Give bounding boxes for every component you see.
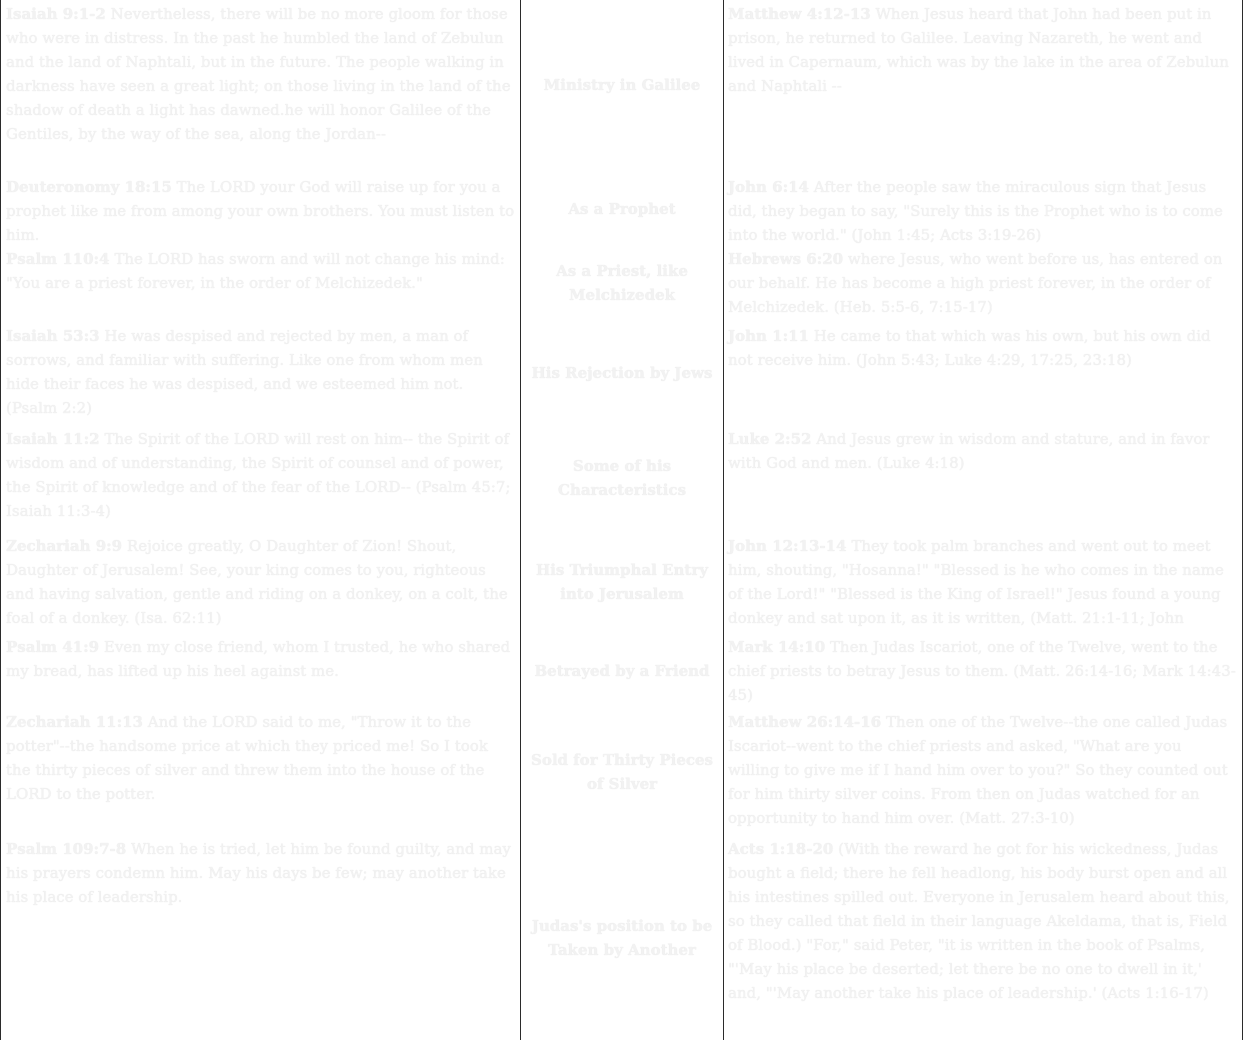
theme-cell bbox=[522, 425, 722, 530]
old-testament-reference: Psalm 110:4 bbox=[6, 250, 110, 268]
new-testament-cell bbox=[725, 0, 1241, 170]
new-testament-text: (With the reward he got for his wickedness, Judas bought a field; there he fell headlong, his body burst open and all his intestines spilled out. Everyone in Jerusalem heard about this, so they called that field in their language Akeldama, that is, Field of Blood.) "For," said Peter, "it is written in the book of Psalms, "'May his place be deserted; let there be no one to dwell in it,' and, "'May another take his place of leadership.' (Acts 1:16-17) bbox=[728, 840, 1230, 1002]
new-testament-cell bbox=[725, 173, 1241, 245]
old-testament-cell bbox=[2, 425, 519, 530]
old-testament-text: The Spirit of the LORD will rest on him-- the Spirit of wisdom and of understanding, the Spirit of counsel and of power, the Spirit of knowledge and of the fear of the LORD-- (Psalm 45:7; Isaiah 11:3-4) bbox=[6, 430, 511, 520]
new-testament-reference: Acts 1:18-20 bbox=[728, 840, 834, 858]
old-testament-cell bbox=[2, 173, 519, 245]
old-testament-reference: Isaiah 53:3 bbox=[6, 327, 100, 345]
table-row bbox=[0, 835, 1244, 1040]
new-testament-cell bbox=[725, 322, 1241, 424]
new-testament-cell bbox=[725, 532, 1241, 632]
theme-label: Judas's position to be Taken by Another bbox=[531, 916, 713, 959]
new-testament-reference: John 6:14 bbox=[728, 178, 809, 196]
new-testament-reference: John 1:11 bbox=[728, 327, 809, 345]
new-testament-text: Then Judas Iscariot, one of the Twelve, went to the chief priests to betray Jesus to them. (Matt. 26:14-16; Mark 14:43-45) bbox=[728, 638, 1236, 704]
theme-cell bbox=[522, 245, 722, 320]
new-testament-cell bbox=[725, 245, 1241, 320]
old-testament-reference: Deuteronomy 18:15 bbox=[6, 178, 172, 196]
theme-label: His Rejection by Jews bbox=[531, 364, 713, 382]
theme-cell bbox=[522, 0, 722, 170]
old-testament-text: The LORD your God will raise up for you a prophet like me from among your own brothers. You must listen to him. bbox=[6, 178, 515, 244]
old-testament-cell bbox=[2, 633, 519, 708]
old-testament-reference: Isaiah 11:2 bbox=[6, 430, 100, 448]
theme-cell bbox=[522, 708, 722, 835]
new-testament-cell bbox=[725, 633, 1241, 708]
new-testament-text: where Jesus, who went before us, has entered on our behalf. He has become a high priest forever, in the order of Melchizedek. (Heb. 5:5-6, 7:15-17) bbox=[728, 250, 1223, 316]
old-testament-cell bbox=[2, 245, 519, 320]
new-testament-text: When Jesus heard that John had been put in prison, he returned to Galilee. Leaving Nazareth, he went and lived in Capernaum, which was by the lake in the area of Zebulun and Naphtali -- bbox=[728, 5, 1229, 95]
theme-label: Sold for Thirty Pieces of Silver bbox=[530, 750, 713, 793]
new-testament-text: He came to that which was his own, but his own did not receive him. (John 5:43; Luke 4:29, 17:25, 23:18) bbox=[728, 327, 1211, 369]
new-testament-text: And Jesus grew in wisdom and stature, and in favor with God and men. (Luke 4:18) bbox=[728, 430, 1210, 472]
new-testament-text: They took palm branches and went out to meet him, shouting, "Hosanna!" "Blessed is he who comes in the name of the Lord!" "Blessed is the King of Israel!" Jesus found a young donkey and sat upon it, as it is written, (Matt. 21:1-11; John bbox=[728, 537, 1224, 627]
old-testament-text: Rejoice greatly, O Daughter of Zion! Shout, Daughter of Jerusalem! See, your king comes to you, righteous and having salvation, gentle and riding on a donkey, on a colt, the foal of a donkey. (Isa. 62:11) bbox=[6, 537, 508, 627]
theme-label: Some of his Characteristics bbox=[557, 456, 687, 499]
theme-cell bbox=[522, 532, 722, 632]
new-testament-reference: John 12:13-14 bbox=[728, 537, 847, 555]
new-testament-cell bbox=[725, 425, 1241, 530]
new-testament-reference: Luke 2:52 bbox=[728, 430, 812, 448]
old-testament-reference: Zechariah 11:13 bbox=[6, 713, 143, 731]
new-testament-reference: Matthew 4:12-13 bbox=[728, 5, 871, 23]
old-testament-text: The LORD has sworn and will not change his mind: "You are a priest forever, in the order of Melchizedek." bbox=[6, 250, 505, 292]
new-testament-reference: Hebrews 6:20 bbox=[728, 250, 844, 268]
old-testament-cell bbox=[2, 0, 519, 170]
table-row bbox=[0, 173, 1244, 245]
new-testament-text: After the people saw the miraculous sign that Jesus did, they began to say, "Surely this is the Prophet who is to come into the world." (John 1:45; Acts 3:19-26) bbox=[728, 178, 1223, 244]
theme-label: His Triumphal Entry into Jerusalem bbox=[536, 561, 708, 603]
new-testament-reference: Matthew 26:14-16 bbox=[728, 713, 882, 731]
table-row bbox=[0, 532, 1244, 632]
theme-cell bbox=[522, 173, 722, 245]
theme-cell bbox=[522, 633, 722, 708]
old-testament-reference: Psalm 109:7-8 bbox=[6, 840, 127, 858]
table-row bbox=[0, 322, 1244, 424]
theme-cell bbox=[522, 322, 722, 424]
new-testament-reference: Mark 14:10 bbox=[728, 638, 826, 656]
old-testament-reference: Psalm 41:9 bbox=[6, 638, 100, 656]
theme-label: As a Priest, like Melchizedek bbox=[556, 261, 688, 304]
old-testament-cell bbox=[2, 708, 519, 835]
old-testament-text: He was despised and rejected by men, a man of sorrows, and familiar with suffering. Like one from whom men hide their faces he was despised, and we esteemed him not. (Psalm 2:2) bbox=[6, 327, 483, 417]
table-row bbox=[0, 0, 1244, 170]
new-testament-text: Then one of the Twelve--the one called Judas Iscariot--went to the chief priests and asked, "What are you willing to give me if I hand him over to you?" So they counted out for him thirty silver coins. From then on Judas watched for an opportunity to hand him over. (Matt. 27:3-10) bbox=[728, 713, 1228, 827]
old-testament-reference: Isaiah 9:1-2 bbox=[6, 5, 106, 23]
theme-label: Betrayed by a Friend bbox=[534, 661, 710, 680]
table-row bbox=[0, 708, 1244, 835]
theme-label: Ministry in Galilee bbox=[543, 76, 701, 94]
new-testament-cell bbox=[725, 835, 1241, 1040]
theme-label: As a Prophet bbox=[568, 200, 676, 218]
old-testament-cell bbox=[2, 835, 519, 1040]
old-testament-cell bbox=[2, 532, 519, 632]
old-testament-text: Even my close friend, whom I trusted, he who shared my bread, has lifted up his heel against me. bbox=[6, 638, 511, 680]
new-testament-cell bbox=[725, 708, 1241, 835]
old-testament-text: Nevertheless, there will be no more gloom for those who were in distress. In the past he humbled the land of Zebulun and the land of Naphtali, but in the future. The people walking in darkness have seen a great light; on those living in the land of the shadow of death a light has dawned.he will honor Galilee of the Gentiles, by the way of the sea, along the Jordan-- bbox=[6, 5, 511, 143]
table-row bbox=[0, 633, 1244, 708]
theme-cell bbox=[522, 835, 722, 1040]
old-testament-cell bbox=[2, 322, 519, 424]
table-row bbox=[0, 425, 1244, 530]
old-testament-text: When he is tried, let him be found guilty, and may his prayers condemn him. May his days be few; may another take his place of leadership. bbox=[6, 840, 511, 906]
table-row bbox=[0, 245, 1244, 320]
old-testament-text: And the LORD said to me, "Throw it to the potter"--the handsome price at which they priced me! So I took the thirty pieces of silver and threw them into the house of the LORD to the potter. bbox=[6, 713, 488, 803]
old-testament-reference: Zechariah 9:9 bbox=[6, 537, 123, 555]
